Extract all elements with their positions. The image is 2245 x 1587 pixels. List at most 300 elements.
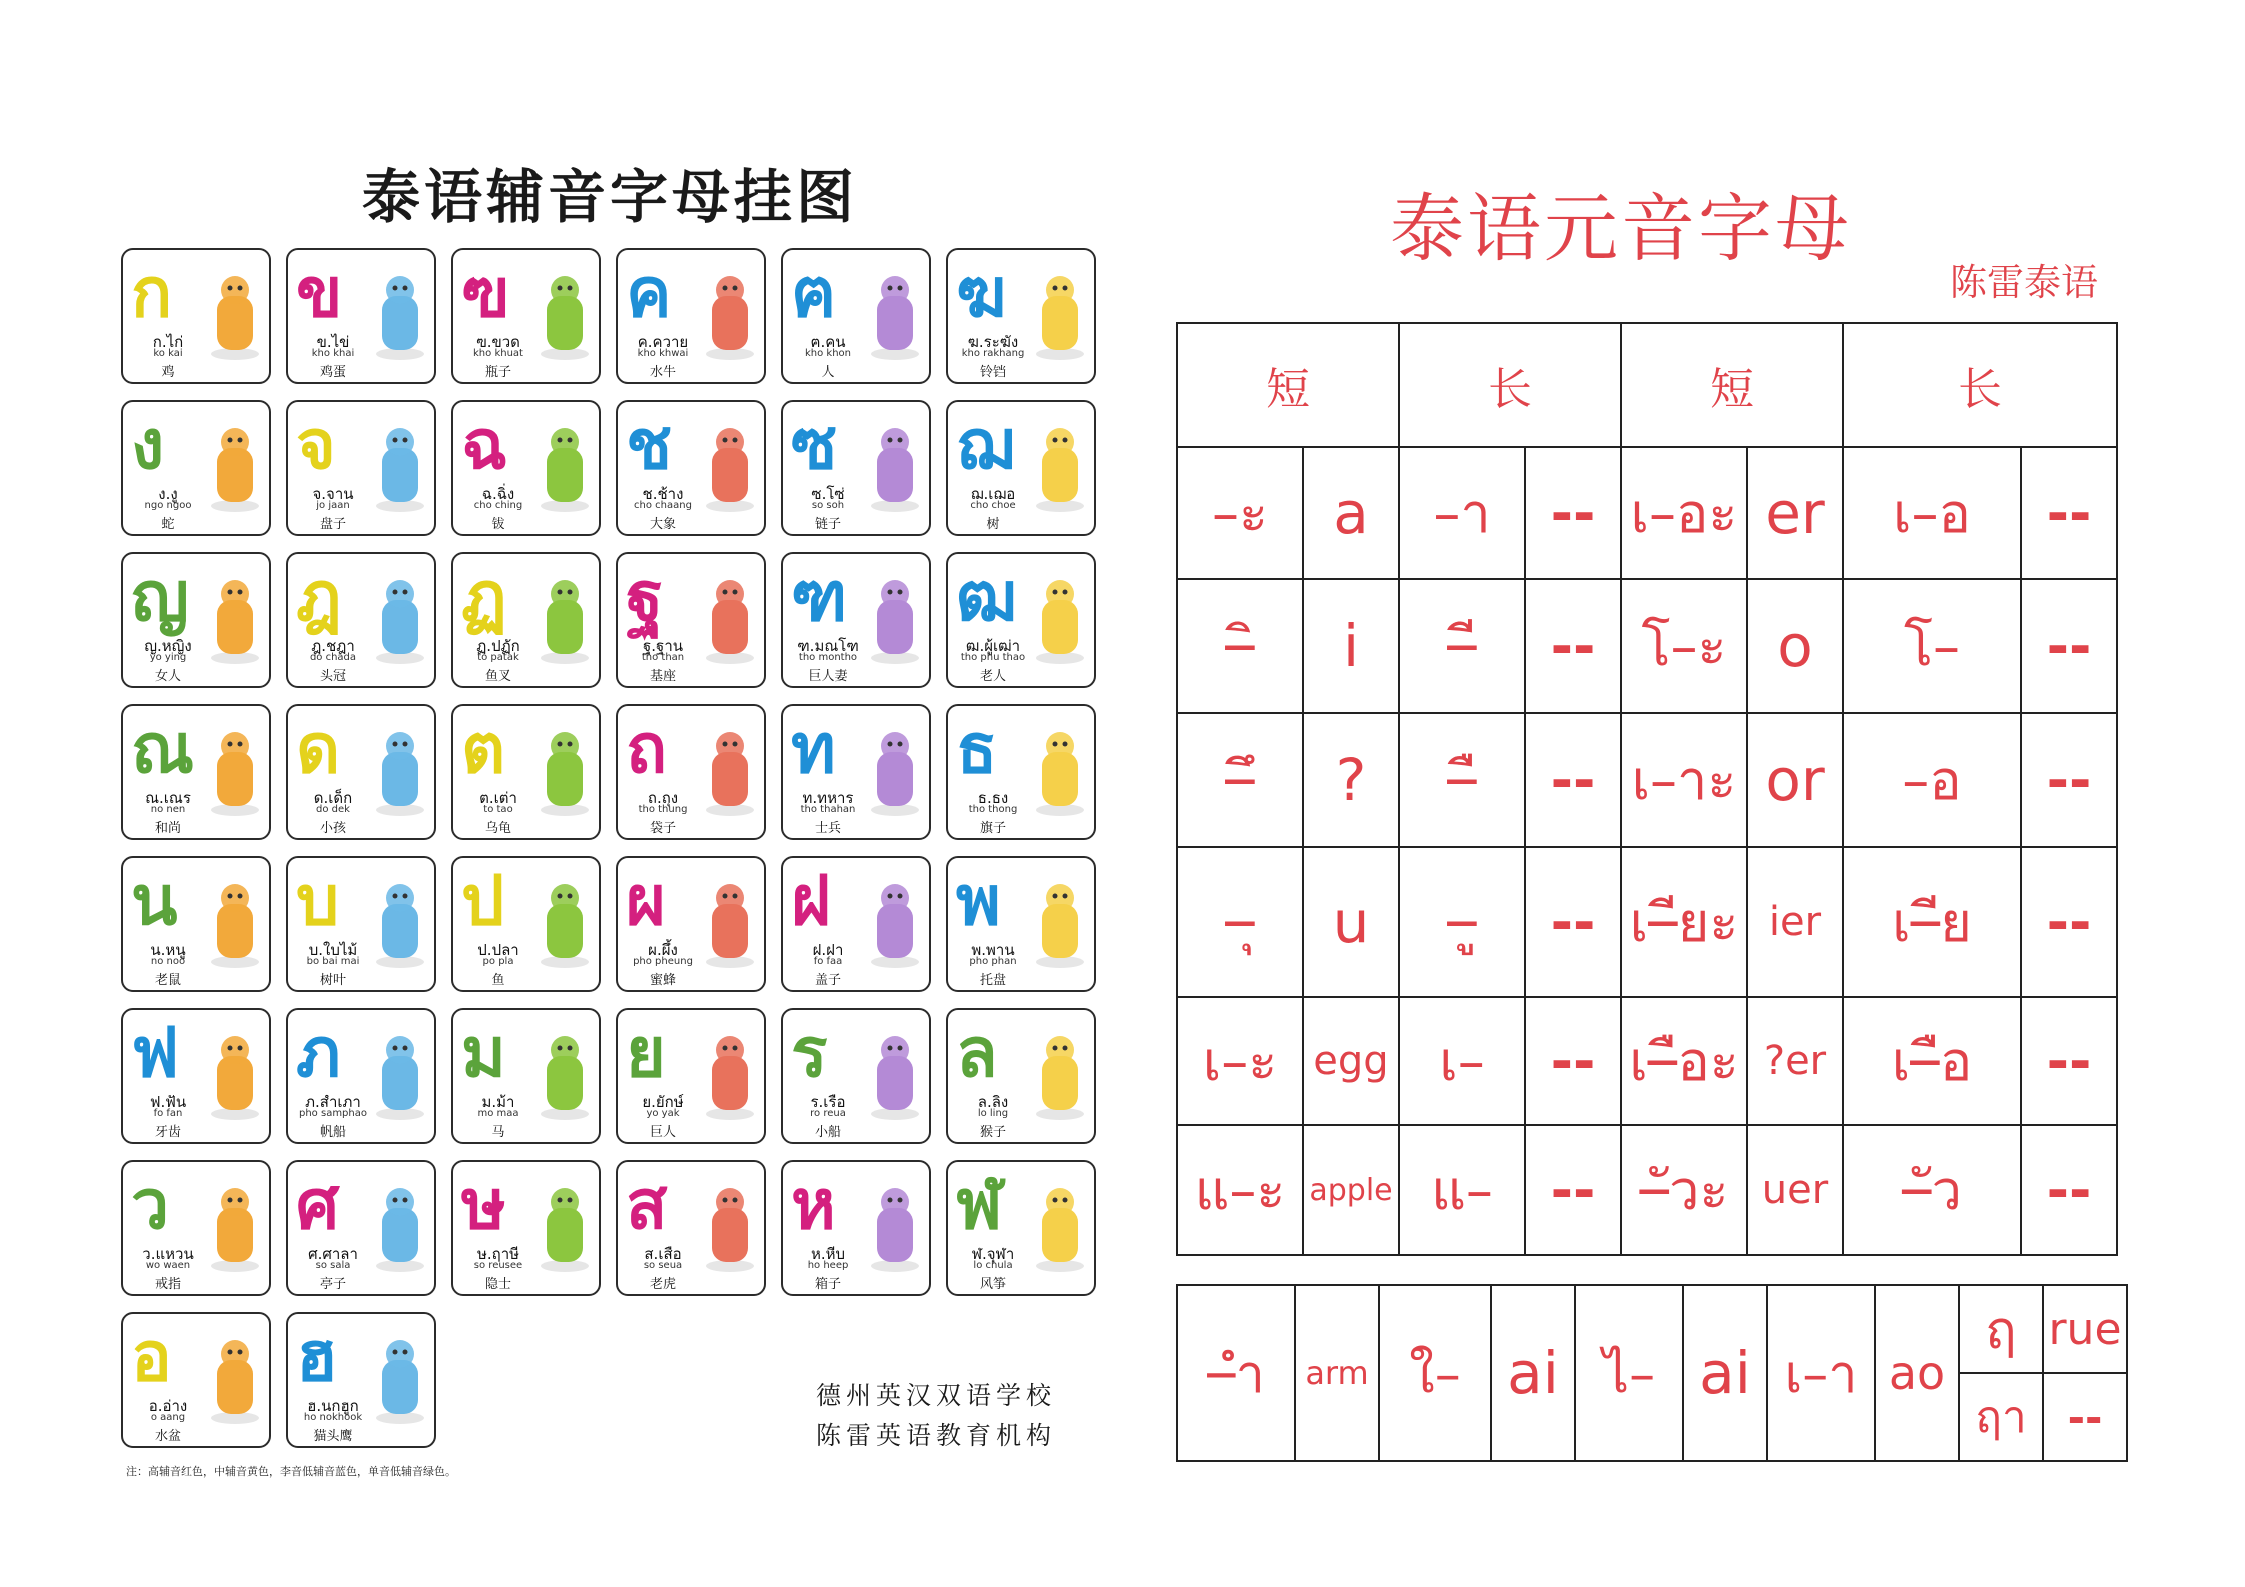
consonant-letter: ญ	[131, 558, 189, 637]
consonant-word: ก.ไก่	[152, 333, 184, 351]
vowel-ai-maimuan-rom: ai	[1491, 1285, 1575, 1461]
pedestal-icon	[702, 570, 758, 670]
consonant-chinese: 小孩	[319, 821, 346, 836]
bell-icon	[1032, 266, 1088, 366]
consonant-card	[121, 248, 271, 384]
consonant-romanization: lo chula	[973, 1260, 1013, 1271]
vowel-ai-maimalai: ไ–	[1575, 1285, 1683, 1461]
consonant-letter: ส	[626, 1166, 668, 1245]
consonant-word: ผ.ผึ้ง	[648, 941, 678, 959]
vowel-romanization-empty: --	[2021, 579, 2117, 713]
consonant-word: ฉ.ฉิ่ง	[481, 485, 515, 503]
consonant-letter: ศ	[296, 1166, 340, 1245]
trident-icon	[537, 570, 593, 670]
chest-icon	[867, 1178, 923, 1278]
vowel-row	[1177, 1125, 2117, 1255]
consonant-word: ภ.สำเภา	[305, 1093, 361, 1111]
consonant-card	[781, 400, 931, 536]
child-icon	[372, 722, 428, 822]
consonant-romanization: fo faa	[813, 956, 843, 967]
consonant-romanization: wo waen	[145, 1260, 191, 1271]
vowel-romanization: a	[1303, 447, 1399, 579]
vowel-chart-title: 泰语元音字母	[1390, 186, 1852, 272]
consonant-romanization: kho khwai	[637, 348, 689, 359]
consonant-letter: ผ	[626, 862, 666, 941]
consonant-letter: ภ	[296, 1014, 341, 1093]
consonant-letter: ถ	[626, 710, 668, 789]
consonant-romanization: so soh	[811, 500, 845, 511]
consonant-word: บ.ใบไม้	[308, 941, 358, 959]
vowel-symbol: –า	[1399, 447, 1525, 579]
vowel-symbol: –ื	[1399, 713, 1525, 847]
consonant-card	[451, 704, 601, 840]
giant-icon	[702, 1026, 758, 1126]
mouse-icon	[207, 874, 263, 974]
consonant-romanization: to tao	[483, 804, 513, 815]
consonant-romanization: po pla	[482, 956, 514, 967]
old-man-icon	[1032, 570, 1088, 670]
consonant-card	[946, 1160, 1096, 1296]
vowel-romanization-empty: --	[2021, 713, 2117, 847]
consonant-word: ย.ยักษ์	[642, 1093, 684, 1111]
consonant-card	[286, 1008, 436, 1144]
flag-icon	[1032, 722, 1088, 822]
consonant-word: ฌ.เฌอ	[970, 485, 1016, 503]
consonant-letter: ว	[131, 1166, 170, 1245]
consonant-chinese: 树	[986, 517, 1000, 532]
fish-icon	[537, 874, 593, 974]
consonant-card	[946, 400, 1096, 536]
consonant-chinese: 头冠	[319, 669, 346, 684]
vowel-romanization-empty: --	[2021, 847, 2117, 997]
vowel-rue-long-rom: --	[2043, 1373, 2127, 1461]
consonant-chinese: 铃铛	[979, 365, 1006, 380]
consonant-word: ป.ปลา	[477, 941, 519, 959]
consonant-letter: ห	[791, 1166, 836, 1245]
kite-icon	[1032, 1178, 1088, 1278]
vowel-symbol: เ–อ	[1843, 447, 2021, 579]
vowel-romanization: i	[1303, 579, 1399, 713]
consonant-word: ต.เต่า	[479, 789, 517, 807]
header-short-2: 短	[1621, 323, 1843, 447]
consonant-card	[781, 552, 931, 688]
consonant-word: น.หนู	[150, 941, 186, 959]
consonant-card	[121, 1312, 271, 1448]
header-short-1: 短	[1177, 323, 1399, 447]
vowel-ao-rom: ao	[1875, 1285, 1959, 1461]
buffalo-icon	[702, 266, 758, 366]
consonant-letter: ด	[296, 710, 341, 789]
vowel-romanization: ?	[1303, 713, 1399, 847]
consonant-card	[286, 552, 436, 688]
consonant-letter: ค	[626, 254, 672, 333]
consonant-romanization: pho samphao	[299, 1108, 367, 1119]
vowel-am: –ำ	[1177, 1285, 1295, 1461]
consonant-card	[946, 856, 1096, 992]
consonant-card	[451, 552, 601, 688]
consonant-word: ห.หีบ	[810, 1245, 846, 1263]
consonant-chinese: 盘子	[319, 517, 346, 532]
rooster-icon	[207, 266, 263, 366]
vowel-romanization: u	[1303, 847, 1399, 997]
consonant-letter: ฉ	[461, 406, 508, 485]
consonant-word: ว.แหวน	[142, 1245, 194, 1263]
consonant-card	[616, 552, 766, 688]
turtle-icon	[537, 722, 593, 822]
vowel-symbol: เ–ือ	[1843, 997, 2021, 1125]
vowel-symbol: –อ	[1843, 713, 2021, 847]
consonant-word: ฐ.ฐาน	[643, 637, 683, 655]
vowel-row	[1177, 713, 2117, 847]
vowel-symbol: เ–าะ	[1621, 713, 1747, 847]
vowel-romanization: apple	[1303, 1125, 1399, 1255]
consonant-chinese: 隐士	[484, 1277, 511, 1292]
snake-icon	[207, 418, 263, 518]
consonant-letter: ซ	[791, 406, 838, 485]
consonant-romanization: so sala	[315, 1260, 351, 1271]
consonant-card	[946, 552, 1096, 688]
consonant-card	[946, 248, 1096, 384]
consonant-chinese: 鸡	[161, 365, 175, 380]
consonant-letter: ฟ	[131, 1014, 180, 1093]
consonant-romanization: cho ching	[473, 500, 523, 511]
consonant-card	[286, 1312, 436, 1448]
lid-icon	[867, 874, 923, 974]
consonant-chinese: 老鼠	[154, 973, 181, 988]
consonant-card	[451, 1008, 601, 1144]
consonant-card	[451, 1160, 601, 1296]
vowel-symbol: –ะ	[1177, 447, 1303, 579]
consonant-letter: ฮ	[296, 1318, 338, 1397]
consonant-romanization: pho pheung	[633, 956, 693, 967]
consonant-card	[121, 400, 271, 536]
consonant-chinese: 蛇	[161, 517, 175, 532]
consonant-card	[286, 248, 436, 384]
vowel-romanization-empty: --	[1525, 997, 1621, 1125]
vowel-symbol: –ิ	[1177, 579, 1303, 713]
consonant-romanization: tho than	[641, 652, 685, 663]
consonant-romanization: tho thong	[968, 804, 1018, 815]
vowel-symbol: –ึ	[1177, 713, 1303, 847]
consonant-card	[616, 248, 766, 384]
consonant-word: ศ.ศาลา	[308, 1245, 358, 1263]
consonant-chinese: 瓶子	[484, 365, 511, 380]
consonant-chinese: 老人	[979, 669, 1006, 684]
consonant-word: ด.เด็ก	[313, 789, 353, 807]
vowel-symbol: เ–อะ	[1621, 447, 1747, 579]
consonant-letter: ฅ	[791, 254, 837, 333]
consonant-romanization: ro reua	[810, 1108, 846, 1119]
consonant-chinese: 盖子	[814, 973, 841, 988]
vowel-symbol: –ัว	[1843, 1125, 2021, 1255]
tray-icon	[1032, 874, 1088, 974]
consonant-letter: ฆ	[956, 254, 1007, 333]
consonant-chinese: 托盘	[979, 973, 1006, 988]
basin-icon	[207, 1330, 263, 1430]
consonant-chinese: 士兵	[814, 821, 841, 836]
consonant-card	[121, 704, 271, 840]
consonant-card	[121, 1160, 271, 1296]
consonant-letter: ณ	[131, 710, 195, 789]
consonant-letter: ฑ	[791, 558, 848, 637]
bottle-icon	[537, 266, 593, 366]
consonant-chinese: 帆船	[319, 1125, 346, 1140]
consonant-word: ฏ.ปฏัก	[476, 637, 520, 655]
plate-icon	[372, 418, 428, 518]
bag-icon	[702, 722, 758, 822]
consonant-letter: ย	[626, 1014, 666, 1093]
consonant-chinese: 蜜蜂	[649, 973, 676, 988]
consonant-chinese: 小船	[814, 1125, 841, 1140]
consonant-letter: ข	[296, 254, 343, 333]
elephant-icon	[702, 418, 758, 518]
cymbal-icon	[537, 418, 593, 518]
consonant-chinese: 链子	[814, 517, 841, 532]
special-vowel-table	[1176, 1284, 2128, 1462]
consonant-chinese: 和尚	[154, 821, 181, 836]
consonant-word: ฮ.นกฮูก	[307, 1397, 359, 1415]
consonant-word: ษ.ฤาษี	[476, 1245, 520, 1263]
consonant-letter: พ	[956, 862, 1001, 941]
consonant-letter: น	[131, 862, 178, 941]
consonant-word: ฅ.คน	[810, 333, 846, 351]
consonant-romanization: tho montho	[798, 652, 858, 663]
vowel-symbol: เ–	[1399, 997, 1525, 1125]
consonant-card	[121, 1008, 271, 1144]
pavilion-icon	[372, 1178, 428, 1278]
vowel-romanization-empty: --	[1525, 447, 1621, 579]
consonant-romanization: lo ling	[977, 1108, 1009, 1119]
consonant-letter: ป	[461, 862, 505, 941]
consonant-card	[781, 704, 931, 840]
consonant-card	[781, 1160, 931, 1296]
consonant-letter: ธ	[956, 710, 998, 789]
vowel-romanization: ier	[1747, 847, 1843, 997]
vowel-header-row	[1177, 323, 2117, 447]
consonant-romanization: fo fan	[153, 1108, 183, 1119]
consonant-chinese: 鱼叉	[484, 669, 511, 684]
vowel-romanization-empty: --	[2021, 997, 2117, 1125]
consonant-romanization: kho rakhang	[961, 348, 1025, 359]
crown-icon	[372, 570, 428, 670]
vowel-romanization: ?er	[1747, 997, 1843, 1125]
consonant-word: ง.งู	[158, 485, 178, 503]
vowel-row	[1177, 447, 2117, 579]
header-long-1: 长	[1399, 323, 1621, 447]
consonant-chinese: 旗子	[979, 821, 1006, 836]
consonant-chart-title: 泰语辅音字母挂图	[361, 163, 858, 231]
tree-icon	[1032, 418, 1088, 518]
vowel-rue: ฤ	[1959, 1285, 2043, 1373]
vowel-symbol: แ–ะ	[1177, 1125, 1303, 1255]
vowel-table	[1176, 322, 2118, 1256]
vowel-romanization: egg	[1303, 997, 1399, 1125]
consonant-letter: ง	[131, 406, 165, 485]
consonant-letter: ษ	[461, 1166, 506, 1245]
consonant-word: ฬ.จุฬา	[971, 1245, 1015, 1263]
consonant-word: ข.ไข่	[316, 333, 350, 351]
consonant-word: ญ.หญิง	[144, 637, 192, 655]
consonant-card	[616, 400, 766, 536]
consonant-word: ฝ.ฝา	[812, 941, 844, 959]
consonant-romanization: cho chaang	[634, 500, 692, 511]
eggs-icon	[372, 266, 428, 366]
consonant-chinese: 箱子	[814, 1277, 841, 1292]
vowel-symbol: เ–ือะ	[1621, 997, 1747, 1125]
consonant-romanization: kho khai	[311, 348, 355, 359]
consonant-letter: ฎ	[296, 558, 342, 637]
vowel-romanization-empty: --	[2021, 447, 2117, 579]
consonant-romanization: kho khon	[804, 348, 851, 359]
consonant-romanization: mo maa	[477, 1108, 519, 1119]
vowel-romanization: or	[1747, 713, 1843, 847]
author-name: 陈雷泰语	[1950, 261, 2098, 304]
consonant-chinese: 水盆	[154, 1429, 181, 1444]
vowel-symbol: –ุ	[1177, 847, 1303, 997]
consonant-card	[781, 248, 931, 384]
header-long-2: 长	[1843, 323, 2117, 447]
vowel-romanization: er	[1747, 447, 1843, 579]
consonant-romanization: pho phan	[969, 956, 1017, 967]
vowel-rue-long: ฤา	[1959, 1373, 2043, 1461]
consonant-chinese: 鸡蛋	[319, 365, 346, 380]
monkey-icon	[1032, 1026, 1088, 1126]
consonant-card	[616, 704, 766, 840]
vowel-ai-maimalai-rom: ai	[1683, 1285, 1767, 1461]
consonant-chinese: 鱼	[491, 973, 505, 988]
vowel-rue-rom: rue	[2043, 1285, 2127, 1373]
consonant-chinese: 亭子	[319, 1277, 346, 1292]
consonant-card	[781, 1008, 931, 1144]
consonant-romanization: so reusee	[473, 1260, 523, 1271]
consonant-chinese: 乌龟	[484, 821, 511, 836]
vowel-romanization: uer	[1747, 1125, 1843, 1255]
consonant-word: ส.เสือ	[644, 1245, 682, 1263]
consonant-romanization: ngo ngoo	[144, 500, 192, 511]
consonant-letter: อ	[131, 1318, 172, 1397]
vowel-romanization-empty: --	[1525, 713, 1621, 847]
consonant-romanization: ho heep	[807, 1260, 849, 1271]
consonant-romanization: to patak	[477, 652, 519, 663]
vowel-row	[1177, 847, 2117, 997]
consonant-romanization: do dek	[316, 804, 350, 815]
consonant-word: ร.เรือ	[810, 1093, 846, 1111]
sailboat-icon	[372, 1026, 428, 1126]
vowel-romanization: o	[1747, 579, 1843, 713]
vowel-symbol: เ–ะ	[1177, 997, 1303, 1125]
consonant-chinese: 风筝	[979, 1277, 1006, 1292]
school-name-2: 陈雷英语教育机构	[816, 1421, 1057, 1450]
consonant-chinese: 巨人	[649, 1125, 676, 1140]
consonant-romanization: no noo	[150, 956, 186, 967]
hermit-icon	[537, 1178, 593, 1278]
school-names	[816, 1376, 1056, 1456]
consonant-letter: ช	[626, 406, 673, 485]
consonant-word: ม.ม้า	[481, 1093, 515, 1111]
consonant-card	[616, 856, 766, 992]
horse-icon	[537, 1026, 593, 1126]
consonant-chinese: 基座	[649, 669, 676, 684]
ring-icon	[207, 1178, 263, 1278]
consonant-card	[451, 400, 601, 536]
consonant-word: ช.ช้าง	[642, 485, 684, 503]
woman-icon	[207, 570, 263, 670]
consonant-chinese: 牙齿	[154, 1125, 181, 1140]
consonant-letter: ร	[791, 1014, 828, 1093]
consonant-word: ท.ทหาร	[802, 789, 854, 807]
color-footnote: 注：高辅音红色，中辅音黄色，李音低辅音蓝色，单音低辅音绿色。	[126, 1465, 456, 1478]
consonant-word: จ.จาน	[312, 485, 354, 503]
consonant-letter: ฝ	[791, 862, 831, 941]
vowel-romanization-empty: --	[2021, 1125, 2117, 1255]
consonant-romanization: tho phu thao	[960, 652, 1026, 663]
consonant-letter: จ	[296, 406, 336, 485]
consonant-romanization: jo jaan	[316, 500, 350, 511]
vowel-romanization-empty: --	[1525, 1125, 1621, 1255]
special-vowel-row-1	[1177, 1285, 2127, 1373]
bee-icon	[702, 874, 758, 974]
consonant-word: ถ.ถุง	[647, 789, 679, 807]
vowel-romanization-empty: --	[1525, 579, 1621, 713]
consonant-card	[451, 856, 601, 992]
tooth-icon	[207, 1026, 263, 1126]
consonant-letter: ฃ	[461, 254, 510, 333]
consonant-romanization: yo ying	[149, 652, 187, 663]
vowel-symbol: โ–ะ	[1621, 579, 1747, 713]
vowel-romanization-empty: --	[1525, 847, 1621, 997]
consonant-romanization: tho thung	[638, 804, 688, 815]
consonant-word: ฎ.ชฎา	[311, 637, 355, 655]
consonant-romanization: ho nokhook	[303, 1412, 363, 1423]
consonant-romanization: tho thahan	[800, 804, 856, 815]
consonant-letter: ฬ	[956, 1166, 1003, 1245]
consonant-word: ณ.เณร	[145, 789, 191, 807]
consonant-word: ค.ควาย	[637, 333, 689, 351]
consonant-word: ฒ.ผู้เฒ่า	[965, 637, 1021, 655]
consonant-romanization: do chada	[309, 652, 357, 663]
consonant-card	[451, 248, 601, 384]
vowel-symbol: เ–ียะ	[1621, 847, 1747, 997]
consonant-word: ฃ.ขวด	[476, 333, 520, 351]
consonant-chinese: 老虎	[649, 1277, 676, 1292]
boat-icon	[867, 1026, 923, 1126]
consonant-word: ฟ.ฟัน	[149, 1093, 187, 1111]
consonant-letter: ท	[791, 710, 836, 789]
consonant-letter: บ	[296, 862, 340, 941]
leaf-icon	[372, 874, 428, 974]
consonant-romanization: no nen	[150, 804, 186, 815]
consonant-letter: ต	[461, 710, 506, 789]
consonant-letter: ก	[131, 254, 173, 333]
consonant-letter: ฐ	[626, 558, 664, 637]
consonant-card	[286, 704, 436, 840]
consonant-letter: ฏ	[461, 558, 507, 637]
consonant-word: ฆ.ระฆัง	[967, 333, 1019, 351]
person-icon	[867, 266, 923, 366]
vowel-symbol: แ–	[1399, 1125, 1525, 1255]
consonant-card	[121, 552, 271, 688]
vowel-row	[1177, 997, 2117, 1125]
consonant-chinese: 巨人妻	[808, 669, 848, 684]
vowel-symbol: –ัวะ	[1621, 1125, 1747, 1255]
consonant-letter: ม	[461, 1014, 506, 1093]
vowel-row	[1177, 579, 2117, 713]
consonant-card	[286, 1160, 436, 1296]
lady-icon	[867, 570, 923, 670]
consonant-letter: ฌ	[956, 406, 1015, 485]
consonant-chinese: 猫头鹰	[313, 1429, 353, 1444]
consonant-romanization: yo yak	[646, 1108, 680, 1119]
